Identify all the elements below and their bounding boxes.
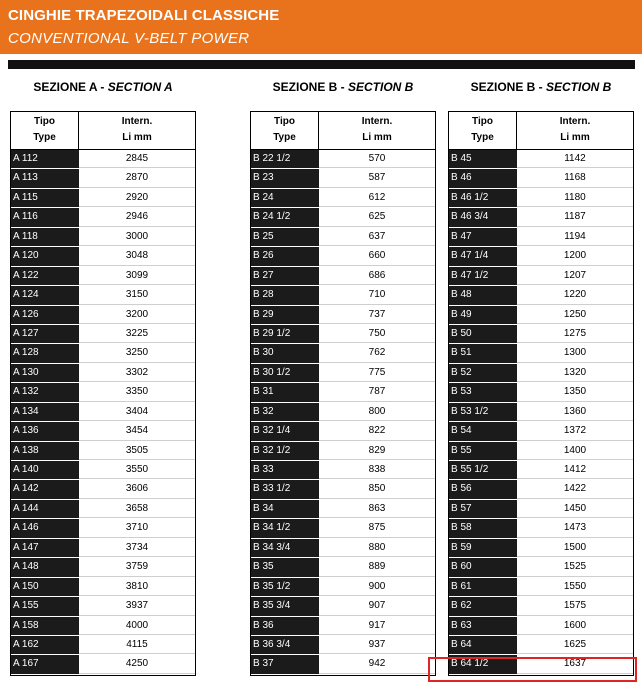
- belt-length: 4250: [79, 655, 195, 673]
- belt-length: 737: [319, 306, 435, 324]
- table-row: [251, 539, 435, 558]
- highlight-box: [428, 657, 637, 682]
- header-type: [11, 112, 79, 149]
- table-row: [449, 208, 633, 227]
- belt-type: B 52: [449, 364, 517, 382]
- belt-type: B 25: [251, 228, 319, 246]
- table-row: [251, 247, 435, 266]
- belt-type: B 35: [251, 558, 319, 576]
- belt-length: 1412: [517, 461, 633, 479]
- belt-length: 822: [319, 422, 435, 440]
- belt-type: A 134: [11, 403, 79, 421]
- belt-length: 1200: [517, 247, 633, 265]
- table-row: [449, 267, 633, 286]
- belt-type: B 37: [251, 655, 319, 673]
- belt-type: B 47 1/4: [449, 247, 517, 265]
- table-row: [251, 578, 435, 597]
- belt-length: 1180: [517, 189, 633, 207]
- table-row: [251, 461, 435, 480]
- belt-length: 942: [319, 655, 435, 673]
- table-row: [11, 539, 195, 558]
- belt-length: 1372: [517, 422, 633, 440]
- belt-length: 1187: [517, 208, 633, 226]
- belt-length: 889: [319, 558, 435, 576]
- belt-length: 3937: [79, 597, 195, 615]
- table-row: [251, 617, 435, 636]
- belt-type: A 142: [11, 480, 79, 498]
- belt-length: 762: [319, 344, 435, 362]
- belt-length: 2870: [79, 169, 195, 187]
- table-row: [11, 325, 195, 344]
- belt-length: 800: [319, 403, 435, 421]
- section-title-a: SEZIONE A - SECTION A: [33, 80, 173, 94]
- table-row: [11, 228, 195, 247]
- belt-length: 1575: [517, 597, 633, 615]
- belt-type: B 46 3/4: [449, 208, 517, 226]
- belt-length: 917: [319, 617, 435, 635]
- belt-type: B 33: [251, 461, 319, 479]
- belt-length: 1450: [517, 500, 633, 518]
- belt-length: 1320: [517, 364, 633, 382]
- table-row: [449, 480, 633, 499]
- table-row: [449, 597, 633, 616]
- belt-length: 3225: [79, 325, 195, 343]
- belt-length: 1142: [517, 150, 633, 168]
- belt-type: B 31: [251, 383, 319, 401]
- belt-length: 3454: [79, 422, 195, 440]
- header-length-label: Intern.: [559, 116, 591, 127]
- table-row: [11, 422, 195, 441]
- table-row: [251, 422, 435, 441]
- belt-type: B 24 1/2: [251, 208, 319, 226]
- belt-type: B 58: [449, 519, 517, 537]
- table-row: [449, 325, 633, 344]
- belt-type: A 116: [11, 208, 79, 226]
- belt-type: A 162: [11, 636, 79, 654]
- header-banner: [0, 0, 642, 54]
- belt-length: 3150: [79, 286, 195, 304]
- table-row: [251, 480, 435, 499]
- belt-type: A 136: [11, 422, 79, 440]
- belt-type: B 28: [251, 286, 319, 304]
- table-row: [11, 578, 195, 597]
- header-type-label: Type: [471, 132, 494, 143]
- belt-length: 2946: [79, 208, 195, 226]
- header-type-label: Type: [273, 132, 296, 143]
- belt-length: 775: [319, 364, 435, 382]
- belt-length: 1300: [517, 344, 633, 362]
- belt-type: B 36 3/4: [251, 636, 319, 654]
- table-row: [449, 442, 633, 461]
- table-row: [11, 461, 195, 480]
- belt-type: B 48: [449, 286, 517, 304]
- table-row: [251, 306, 435, 325]
- belt-type: B 64 1/2: [449, 655, 517, 673]
- belt-type: B 33 1/2: [251, 480, 319, 498]
- table-row: [449, 286, 633, 305]
- table-row: [11, 306, 195, 325]
- belt-length: 880: [319, 539, 435, 557]
- table-row: [449, 344, 633, 363]
- belt-length: 1194: [517, 228, 633, 246]
- belt-length: 850: [319, 480, 435, 498]
- header-type-label: Type: [33, 132, 56, 143]
- table-row: [11, 558, 195, 577]
- belt-type: B 46 1/2: [449, 189, 517, 207]
- belt-type: B 34: [251, 500, 319, 518]
- belt-length: 660: [319, 247, 435, 265]
- belt-length: 3658: [79, 500, 195, 518]
- belt-type: A 148: [11, 558, 79, 576]
- belt-type: B 53 1/2: [449, 403, 517, 421]
- belt-length: 1637: [517, 655, 633, 673]
- belt-length: 3200: [79, 306, 195, 324]
- belt-type: B 23: [251, 169, 319, 187]
- belt-type: A 118: [11, 228, 79, 246]
- belt-length: 1400: [517, 442, 633, 460]
- belt-length: 875: [319, 519, 435, 537]
- belt-length: 1360: [517, 403, 633, 421]
- header-length: [79, 112, 195, 149]
- belt-length: 3759: [79, 558, 195, 576]
- belt-type: B 45: [449, 150, 517, 168]
- belt-type: A 120: [11, 247, 79, 265]
- belt-length: 1550: [517, 578, 633, 596]
- table-row: [449, 500, 633, 519]
- belt-type: A 126: [11, 306, 79, 324]
- belt-type: A 127: [11, 325, 79, 343]
- belt-type: B 36: [251, 617, 319, 635]
- belt-length: 1275: [517, 325, 633, 343]
- header-length-label: Li mm: [560, 132, 590, 143]
- belt-length: 637: [319, 228, 435, 246]
- table-row: [449, 383, 633, 402]
- table-row: [251, 519, 435, 538]
- table-row: [251, 597, 435, 616]
- table-row: [11, 597, 195, 616]
- belt-length: 838: [319, 461, 435, 479]
- belt-length: 612: [319, 189, 435, 207]
- table-row: [251, 208, 435, 227]
- section-title-b1: SEZIONE B - SECTION B: [272, 80, 414, 94]
- belt-type: B 46: [449, 169, 517, 187]
- table-row: [11, 480, 195, 499]
- belt-type: B 47: [449, 228, 517, 246]
- belt-type: B 62: [449, 597, 517, 615]
- belt-type: A 155: [11, 597, 79, 615]
- belt-length: 3250: [79, 344, 195, 362]
- belt-type: B 29: [251, 306, 319, 324]
- belt-length: 1168: [517, 169, 633, 187]
- belt-type: B 57: [449, 500, 517, 518]
- belt-type: B 27: [251, 267, 319, 285]
- belt-type: A 128: [11, 344, 79, 362]
- belt-length: 863: [319, 500, 435, 518]
- table-row: [11, 247, 195, 266]
- table-row: [11, 189, 195, 208]
- table-section-b-2: [448, 111, 634, 676]
- header-length-label: Intern.: [361, 116, 393, 127]
- table-row: [11, 150, 195, 169]
- table-section-a: [10, 111, 196, 676]
- table-row: [251, 403, 435, 422]
- belt-length: 3505: [79, 442, 195, 460]
- belt-length: 1600: [517, 617, 633, 635]
- belt-type: B 32 1/2: [251, 442, 319, 460]
- table-row: [449, 189, 633, 208]
- table-row: [251, 636, 435, 655]
- belt-length: 587: [319, 169, 435, 187]
- table-row: [11, 364, 195, 383]
- table-row: [449, 461, 633, 480]
- belt-type: B 53: [449, 383, 517, 401]
- table-row: [449, 558, 633, 577]
- table-row: [251, 228, 435, 247]
- belt-length: 1220: [517, 286, 633, 304]
- belt-type: B 24: [251, 189, 319, 207]
- table-row: [251, 286, 435, 305]
- belt-type: B 49: [449, 306, 517, 324]
- belt-type: B 30 1/2: [251, 364, 319, 382]
- header-type: [251, 112, 319, 149]
- table-row: [11, 403, 195, 422]
- belt-length: 750: [319, 325, 435, 343]
- belt-length: 570: [319, 150, 435, 168]
- belt-type: A 150: [11, 578, 79, 596]
- table-row: [251, 189, 435, 208]
- belt-type: B 64: [449, 636, 517, 654]
- belt-type: A 112: [11, 150, 79, 168]
- belt-type: B 26: [251, 247, 319, 265]
- belt-type: A 158: [11, 617, 79, 635]
- table-row: [251, 364, 435, 383]
- table-row: [11, 519, 195, 538]
- table-row: [11, 344, 195, 363]
- belt-type: B 51: [449, 344, 517, 362]
- header-type-label: Tipo: [274, 116, 295, 127]
- table-row: [251, 169, 435, 188]
- belt-type: A 113: [11, 169, 79, 187]
- belt-length: 937: [319, 636, 435, 654]
- belt-type: B 34 3/4: [251, 539, 319, 557]
- divider-bar: [8, 60, 635, 69]
- belt-type: B 59: [449, 539, 517, 557]
- header-length-label: Li mm: [122, 132, 152, 143]
- table-row: [251, 150, 435, 169]
- table-header: [251, 112, 435, 150]
- belt-type: B 47 1/2: [449, 267, 517, 285]
- belt-type: B 22 1/2: [251, 150, 319, 168]
- belt-type: B 32: [251, 403, 319, 421]
- belt-length: 3302: [79, 364, 195, 382]
- belt-type: B 29 1/2: [251, 325, 319, 343]
- table-row: [251, 383, 435, 402]
- table-row: [11, 655, 195, 674]
- belt-length: 3099: [79, 267, 195, 285]
- belt-length: 686: [319, 267, 435, 285]
- belt-type: B 30: [251, 344, 319, 362]
- belt-type: B 54: [449, 422, 517, 440]
- belt-length: 4000: [79, 617, 195, 635]
- table-row: [251, 442, 435, 461]
- belt-type: B 34 1/2: [251, 519, 319, 537]
- belt-length: 900: [319, 578, 435, 596]
- table-row: [11, 442, 195, 461]
- table-row: [449, 578, 633, 597]
- belt-length: 1350: [517, 383, 633, 401]
- belt-type: B 35 3/4: [251, 597, 319, 615]
- belt-type: B 35 1/2: [251, 578, 319, 596]
- table-row: [251, 558, 435, 577]
- belt-length: 787: [319, 383, 435, 401]
- table-row: [449, 364, 633, 383]
- belt-type: A 167: [11, 655, 79, 673]
- belt-type: B 55 1/2: [449, 461, 517, 479]
- belt-length: 710: [319, 286, 435, 304]
- table-row: [11, 617, 195, 636]
- belt-length: 1500: [517, 539, 633, 557]
- header-type-label: Tipo: [472, 116, 493, 127]
- table-row: [449, 617, 633, 636]
- table-row: [449, 247, 633, 266]
- belt-length: 2845: [79, 150, 195, 168]
- belt-length: 3048: [79, 247, 195, 265]
- header-length-label: Intern.: [121, 116, 153, 127]
- belt-type: B 56: [449, 480, 517, 498]
- table-header: [449, 112, 633, 150]
- header-type-label: Tipo: [34, 116, 55, 127]
- belt-length: 625: [319, 208, 435, 226]
- belt-length: 3350: [79, 383, 195, 401]
- table-row: [11, 636, 195, 655]
- table-row: [251, 344, 435, 363]
- belt-length: 3550: [79, 461, 195, 479]
- belt-length: 1473: [517, 519, 633, 537]
- belt-length: 4115: [79, 636, 195, 654]
- table-row: [251, 267, 435, 286]
- belt-length: 1250: [517, 306, 633, 324]
- belt-type: A 147: [11, 539, 79, 557]
- belt-length: 3710: [79, 519, 195, 537]
- header-length: [517, 112, 633, 149]
- belt-length: 1207: [517, 267, 633, 285]
- belt-type: B 55: [449, 442, 517, 460]
- table-row: [11, 208, 195, 227]
- table-row: [11, 267, 195, 286]
- table-row: [251, 500, 435, 519]
- belt-length: 3734: [79, 539, 195, 557]
- belt-length: 1625: [517, 636, 633, 654]
- table-row: [11, 286, 195, 305]
- section-title-b2: SEZIONE B - SECTION B: [470, 80, 612, 94]
- belt-type: A 132: [11, 383, 79, 401]
- belt-type: B 50: [449, 325, 517, 343]
- belt-length: 3606: [79, 480, 195, 498]
- table-row: [251, 655, 435, 674]
- header-length: [319, 112, 435, 149]
- table-row: [449, 403, 633, 422]
- page-subtitle: CONVENTIONAL V-BELT POWER: [8, 30, 250, 47]
- table-row: [449, 539, 633, 558]
- table-row: [449, 150, 633, 169]
- table-row: [11, 500, 195, 519]
- belt-type: A 144: [11, 500, 79, 518]
- belt-length: 907: [319, 597, 435, 615]
- belt-length: 3000: [79, 228, 195, 246]
- belt-type: A 122: [11, 267, 79, 285]
- table-header: [11, 112, 195, 150]
- page-title: CINGHIE TRAPEZOIDALI CLASSICHE: [8, 7, 280, 24]
- table-row: [449, 228, 633, 247]
- table-row: [11, 383, 195, 402]
- belt-type: A 124: [11, 286, 79, 304]
- belt-length: 829: [319, 442, 435, 460]
- belt-type: A 115: [11, 189, 79, 207]
- table-row: [11, 169, 195, 188]
- header-length-label: Li mm: [362, 132, 392, 143]
- header-type: [449, 112, 517, 149]
- belt-type: A 130: [11, 364, 79, 382]
- belt-type: A 146: [11, 519, 79, 537]
- belt-type: B 63: [449, 617, 517, 635]
- table-row: [449, 422, 633, 441]
- table-row: [449, 519, 633, 538]
- belt-type: B 60: [449, 558, 517, 576]
- belt-type: A 138: [11, 442, 79, 460]
- belt-type: B 61: [449, 578, 517, 596]
- table-row: [251, 325, 435, 344]
- belt-length: 1422: [517, 480, 633, 498]
- table-row: [449, 306, 633, 325]
- belt-length: 1525: [517, 558, 633, 576]
- table-row: [449, 169, 633, 188]
- table-row: [449, 636, 633, 655]
- belt-length: 3810: [79, 578, 195, 596]
- belt-length: 2920: [79, 189, 195, 207]
- belt-type: B 32 1/4: [251, 422, 319, 440]
- belt-length: 3404: [79, 403, 195, 421]
- belt-type: A 140: [11, 461, 79, 479]
- table-section-b-1: [250, 111, 436, 676]
